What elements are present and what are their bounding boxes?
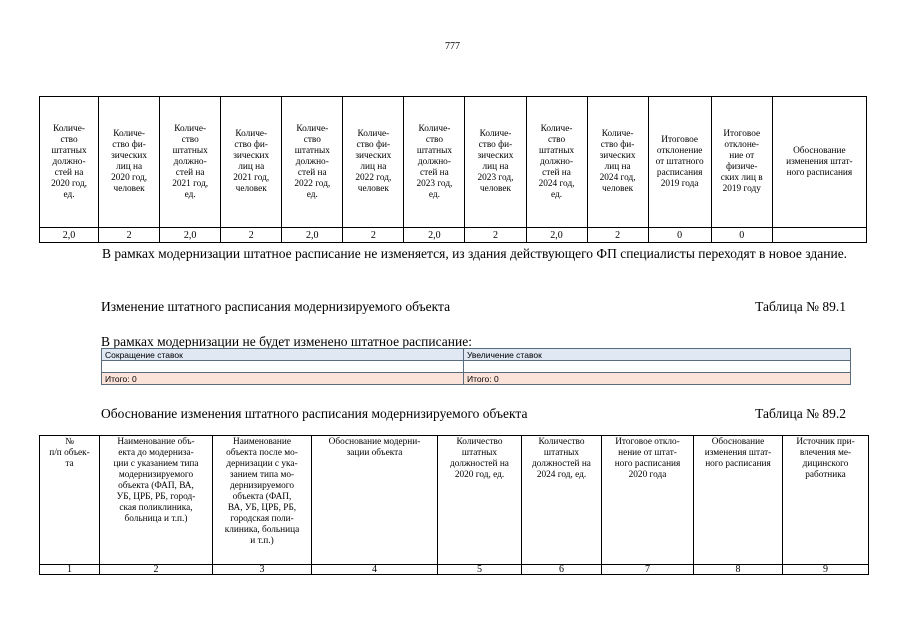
total-cell-left: Итого: 0 [102, 373, 464, 385]
header-cell: № п/п объек- та [40, 436, 100, 565]
header-cell: Итоговое отклоне- ние от физиче- ских лиц в 2019 году [711, 97, 772, 228]
header-cell: Наименование объекта после мо- дернизации с ука- занием типа мо- дернизируемого объекта (ФАП, ВА, УБ, ЦРБ, РБ, городская поли- клиника, больница и т.п.) [213, 436, 312, 565]
table-cell: 2 [221, 228, 282, 243]
table-header-row [102, 349, 851, 361]
table-cell: 2,0 [526, 228, 587, 243]
table-caption-89-1 [101, 299, 846, 315]
caption-title: Обоснование изменения штатного расписания модернизируемого объекта [101, 406, 528, 421]
header-cell: Количество штатных должностей на 2024 год, ед. [522, 436, 602, 565]
table-cell: 2,0 [160, 228, 221, 243]
table-cell [464, 361, 851, 373]
header-cell: Количе- ство штатных должно- стей на 2020 год, ед. [40, 97, 99, 228]
header-cell: Количе- ство штатных должно- стей на 2024 год, ед. [526, 97, 587, 228]
header-cell-increase: Увеличение ставок [464, 349, 851, 361]
header-cell: Количе- ство штатных должно- стей на 2023 год, ед. [404, 97, 465, 228]
table-cell [102, 361, 464, 373]
total-cell-right: Итого: 0 [464, 373, 851, 385]
intro-text: В рамках модернизации не будет изменено штатное расписание: [101, 334, 472, 349]
column-number-row [40, 565, 869, 575]
header-cell: Количе- ство фи- зических лиц на 2022 год, человек [343, 97, 404, 228]
table-header-row [40, 436, 869, 565]
header-cell: Итоговое отклонение от штатного расписания 2019 года [648, 97, 711, 228]
column-number: 4 [312, 565, 438, 575]
caption-table-number: Таблица № 89.1 [755, 299, 846, 314]
header-cell: Количе- ство штатных должно- стей на 2021 год, ед. [160, 97, 221, 228]
header-cell: Источник при- влечения ме- дицинского работника [783, 436, 869, 565]
header-cell: Количе- ство фи- зических лиц на 2021 год, человек [221, 97, 282, 228]
table-caption-89-2 [101, 406, 846, 422]
table-cell: 0 [648, 228, 711, 243]
table-cell: 2 [587, 228, 648, 243]
header-cell: Количе- ство фи- зических лиц на 2024 год, человек [587, 97, 648, 228]
table-cell: 2,0 [404, 228, 465, 243]
table-header-row [40, 97, 867, 228]
justification-table [39, 435, 869, 575]
table-row [102, 361, 851, 373]
column-number: 6 [522, 565, 602, 575]
table-row [40, 228, 867, 243]
table-cell [772, 228, 866, 243]
column-number: 9 [783, 565, 869, 575]
header-cell: Итоговое откло- нение от штат- ного расписания 2020 года [602, 436, 694, 565]
header-cell: Количе- ство штатных должно- стей на 2022 год, ед. [282, 97, 343, 228]
staffing-table [39, 96, 867, 243]
header-cell: Количество штатных должностей на 2020 год, ед. [438, 436, 522, 565]
page-number: 777 [445, 41, 460, 52]
table-cell: 2 [465, 228, 526, 243]
header-cell: Обоснование изменения штат- ного расписания [772, 97, 866, 228]
column-number: 7 [602, 565, 694, 575]
table-cell: 2,0 [282, 228, 343, 243]
table-cell: 2 [99, 228, 160, 243]
total-row [102, 373, 851, 385]
header-cell: Наименование объ- екта до модерниза- ции с указанием типа модернизируемого объекта (ФАП, ВА, УБ, ЦРБ, РБ, город- ская поликлиника, больница и т.п.) [100, 436, 213, 565]
caption-title: Изменение штатного расписания модернизируемого объекта [101, 299, 451, 314]
column-number: 3 [213, 565, 312, 575]
column-number: 8 [694, 565, 783, 575]
header-cell: Количе- ство фи- зических лиц на 2020 год, человек [99, 97, 160, 228]
header-cell: Количе- ство фи- зических лиц на 2023 год, человек [465, 97, 526, 228]
table-cell: 2 [343, 228, 404, 243]
header-cell: Обоснование изменения штат- ного расписания [694, 436, 783, 565]
body-paragraph: В рамках модернизации штатное расписание не изменяется, из здания действующего ФП специалисты переходят в новое здание. [102, 246, 848, 261]
table-cell: 2,0 [40, 228, 99, 243]
caption-table-number: Таблица № 89.2 [755, 406, 846, 421]
column-number: 2 [100, 565, 213, 575]
table-cell: 0 [711, 228, 772, 243]
header-cell-reduction: Сокращение ставок [102, 349, 464, 361]
header-cell: Обоснование модерни- зации объекта [312, 436, 438, 565]
column-number: 1 [40, 565, 100, 575]
column-number: 5 [438, 565, 522, 575]
rates-change-table [101, 348, 851, 385]
